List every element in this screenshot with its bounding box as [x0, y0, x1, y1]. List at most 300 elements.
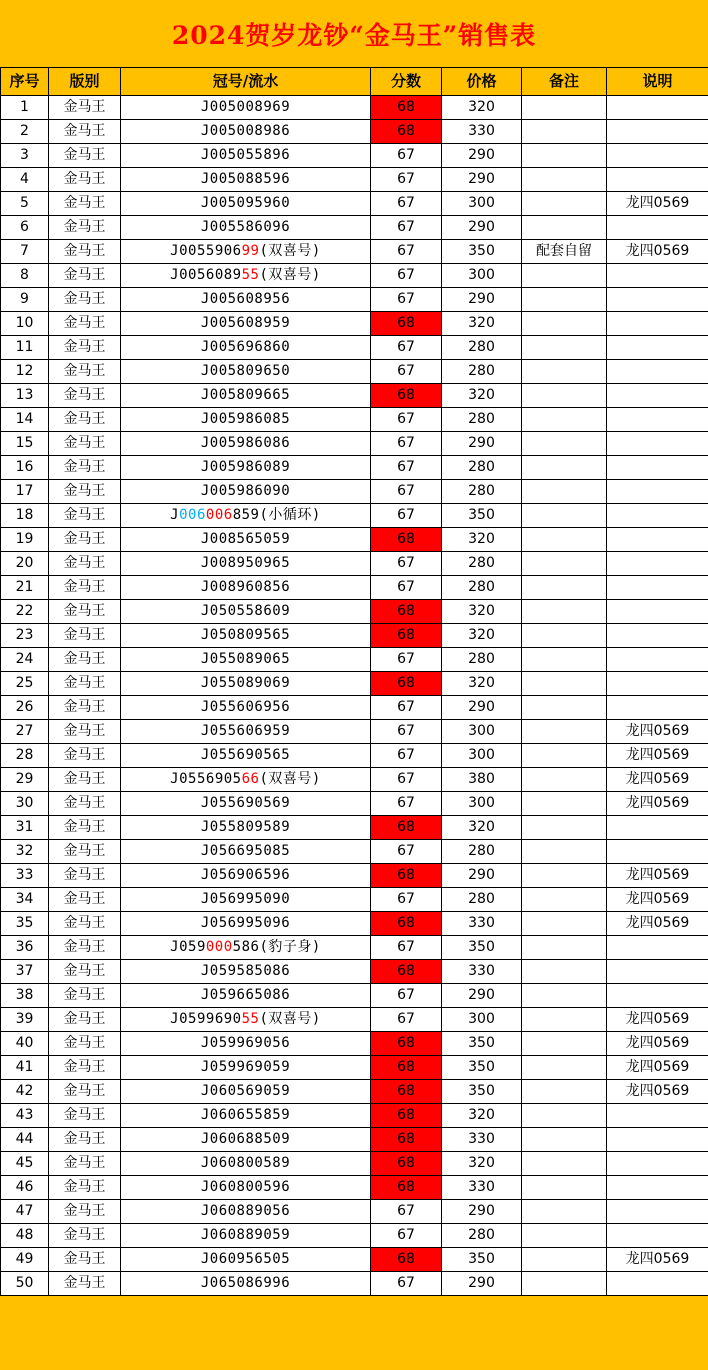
- row-index: 29: [1, 768, 49, 792]
- row-index: 47: [1, 1200, 49, 1224]
- row-price: 350: [442, 936, 522, 960]
- row-score: 67: [371, 1224, 442, 1248]
- row-index: 10: [1, 312, 49, 336]
- row-remark: [607, 1200, 708, 1224]
- serial-segment: J005809665: [200, 387, 291, 403]
- serial-segment: J059665086: [200, 987, 291, 1003]
- row-index: 26: [1, 696, 49, 720]
- row-edition: 金马王: [49, 336, 121, 360]
- row-index: 6: [1, 216, 49, 240]
- row-note: [522, 1200, 607, 1224]
- row-remark: 龙四0569: [607, 912, 708, 936]
- table-row: [1, 936, 708, 960]
- row-serial: [121, 816, 371, 840]
- row-score: 67: [371, 888, 442, 912]
- serial-segment: J060956505: [200, 1251, 291, 1267]
- row-note: [522, 1080, 607, 1104]
- row-score: 67: [371, 840, 442, 864]
- row-edition: 金马王: [49, 816, 121, 840]
- row-edition: 金马王: [49, 696, 121, 720]
- serial-segment: J005986090: [200, 483, 291, 499]
- row-remark: 龙四0569: [607, 1032, 708, 1056]
- row-price: 320: [442, 816, 522, 840]
- row-score: 67: [371, 648, 442, 672]
- row-index: 14: [1, 408, 49, 432]
- serial-segment: J005608956: [200, 291, 291, 307]
- serial-segment: J060688509: [200, 1131, 291, 1147]
- table-row: [1, 336, 708, 360]
- row-note: [522, 1128, 607, 1152]
- serial-segment: 006: [179, 507, 206, 523]
- row-remark: [607, 1128, 708, 1152]
- row-serial: [121, 552, 371, 576]
- table-row: [1, 672, 708, 696]
- row-serial: [121, 600, 371, 624]
- serial-segment: J005055896: [200, 147, 291, 163]
- header-note: 备注: [522, 68, 607, 96]
- row-price: 330: [442, 120, 522, 144]
- row-index: 22: [1, 600, 49, 624]
- row-note: [522, 984, 607, 1008]
- row-note: [522, 96, 607, 120]
- row-edition: 金马王: [49, 936, 121, 960]
- row-score: 67: [371, 936, 442, 960]
- serial-segment: J005986089: [200, 459, 291, 475]
- table-row: [1, 312, 708, 336]
- row-serial: [121, 1176, 371, 1200]
- row-serial: [121, 312, 371, 336]
- row-index: 23: [1, 624, 49, 648]
- row-score: 67: [371, 456, 442, 480]
- row-price: 280: [442, 456, 522, 480]
- row-edition: 金马王: [49, 1128, 121, 1152]
- title-bar: [0, 0, 708, 68]
- serial-segment: J0556905: [170, 771, 242, 787]
- row-index: 18: [1, 504, 49, 528]
- row-index: 3: [1, 144, 49, 168]
- table-row: [1, 456, 708, 480]
- table-row: [1, 648, 708, 672]
- row-note: [522, 768, 607, 792]
- table-row: [1, 792, 708, 816]
- header-index: 序号: [1, 68, 49, 96]
- serial-segment: J059969059: [200, 1059, 291, 1075]
- row-note: 配套自留: [522, 240, 607, 264]
- serial-segment: 000: [205, 939, 233, 955]
- row-score: 67: [371, 432, 442, 456]
- row-remark: [607, 528, 708, 552]
- row-score: 68: [371, 672, 442, 696]
- row-serial: [121, 432, 371, 456]
- row-index: 38: [1, 984, 49, 1008]
- serial-segment: (双喜号): [259, 267, 321, 283]
- serial-segment: (双喜号): [259, 1011, 321, 1027]
- table-row: [1, 144, 708, 168]
- row-score: 68: [371, 912, 442, 936]
- row-edition: 金马王: [49, 1200, 121, 1224]
- row-note: [522, 1272, 607, 1296]
- row-price: 290: [442, 432, 522, 456]
- row-serial: [121, 984, 371, 1008]
- row-serial: [121, 1056, 371, 1080]
- row-remark: 龙四0569: [607, 888, 708, 912]
- row-price: 350: [442, 1080, 522, 1104]
- row-score: 68: [371, 384, 442, 408]
- table-row: [1, 408, 708, 432]
- row-index: 50: [1, 1272, 49, 1296]
- row-remark: [607, 432, 708, 456]
- row-index: 32: [1, 840, 49, 864]
- row-serial: [121, 480, 371, 504]
- row-note: [522, 816, 607, 840]
- table-row: [1, 96, 708, 120]
- table-row: [1, 600, 708, 624]
- row-serial: [121, 336, 371, 360]
- row-remark: 龙四0569: [607, 240, 708, 264]
- row-score: 67: [371, 1008, 442, 1032]
- row-remark: [607, 648, 708, 672]
- row-note: [522, 480, 607, 504]
- row-remark: [607, 1272, 708, 1296]
- table-row: [1, 1032, 708, 1056]
- serial-segment: 66: [241, 771, 260, 787]
- row-index: 21: [1, 576, 49, 600]
- table-row: [1, 1200, 708, 1224]
- table-row: [1, 888, 708, 912]
- row-index: 5: [1, 192, 49, 216]
- serial-segment: J050558609: [200, 603, 291, 619]
- row-remark: 龙四0569: [607, 1008, 708, 1032]
- row-remark: [607, 480, 708, 504]
- row-index: 49: [1, 1248, 49, 1272]
- table-row: [1, 1176, 708, 1200]
- row-serial: [121, 1032, 371, 1056]
- row-serial: [121, 120, 371, 144]
- row-edition: 金马王: [49, 168, 121, 192]
- serial-segment: J0599690: [170, 1011, 242, 1027]
- row-note: [522, 1248, 607, 1272]
- serial-segment: J055809589: [200, 819, 291, 835]
- row-serial: [121, 384, 371, 408]
- row-index: 24: [1, 648, 49, 672]
- table-row: [1, 1248, 708, 1272]
- row-score: 68: [371, 120, 442, 144]
- row-price: 330: [442, 1128, 522, 1152]
- row-index: 44: [1, 1128, 49, 1152]
- row-edition: 金马王: [49, 456, 121, 480]
- row-score: 67: [371, 240, 442, 264]
- table-row: [1, 1080, 708, 1104]
- header-score: 分数: [371, 68, 442, 96]
- row-serial: [121, 288, 371, 312]
- serial-segment: J055606959: [200, 723, 291, 739]
- row-remark: 龙四0569: [607, 768, 708, 792]
- row-remark: [607, 576, 708, 600]
- row-price: 290: [442, 144, 522, 168]
- row-remark: [607, 504, 708, 528]
- row-index: 30: [1, 792, 49, 816]
- serial-segment: J055690569: [200, 795, 291, 811]
- table-row: [1, 744, 708, 768]
- row-price: 350: [442, 504, 522, 528]
- row-price: 290: [442, 1200, 522, 1224]
- row-remark: [607, 960, 708, 984]
- table-row: [1, 480, 708, 504]
- row-edition: 金马王: [49, 408, 121, 432]
- row-score: 68: [371, 1104, 442, 1128]
- row-edition: 金马王: [49, 1248, 121, 1272]
- serial-segment: J008950965: [200, 555, 291, 571]
- row-price: 320: [442, 624, 522, 648]
- row-price: 300: [442, 792, 522, 816]
- row-index: 48: [1, 1224, 49, 1248]
- row-price: 350: [442, 1056, 522, 1080]
- row-score: 67: [371, 336, 442, 360]
- row-edition: 金马王: [49, 288, 121, 312]
- serial-segment: 99: [241, 243, 260, 259]
- row-remark: [607, 384, 708, 408]
- table-row: [1, 1008, 708, 1032]
- row-edition: 金马王: [49, 1272, 121, 1296]
- table-row: [1, 288, 708, 312]
- row-note: [522, 1056, 607, 1080]
- row-index: 9: [1, 288, 49, 312]
- row-score: 67: [371, 720, 442, 744]
- row-serial: [121, 768, 371, 792]
- row-remark: [607, 120, 708, 144]
- row-price: 300: [442, 192, 522, 216]
- table-row: [1, 432, 708, 456]
- row-edition: 金马王: [49, 216, 121, 240]
- row-price: 320: [442, 528, 522, 552]
- row-serial: [121, 1272, 371, 1296]
- table-row: [1, 576, 708, 600]
- serial-segment: J059: [170, 939, 206, 955]
- row-edition: 金马王: [49, 624, 121, 648]
- row-serial: [121, 240, 371, 264]
- serial-segment: J055606956: [200, 699, 291, 715]
- row-note: [522, 336, 607, 360]
- row-note: [522, 288, 607, 312]
- row-serial: [121, 1104, 371, 1128]
- serial-segment: J060800589: [200, 1155, 291, 1171]
- row-score: 68: [371, 96, 442, 120]
- table-row: [1, 1056, 708, 1080]
- row-score: 68: [371, 960, 442, 984]
- row-serial: [121, 864, 371, 888]
- serial-segment: (双喜号): [259, 243, 321, 259]
- serial-segment: J0056089: [170, 267, 242, 283]
- row-edition: 金马王: [49, 1224, 121, 1248]
- row-remark: [607, 336, 708, 360]
- row-note: [522, 408, 607, 432]
- row-note: [522, 960, 607, 984]
- row-note: [522, 1008, 607, 1032]
- serial-segment: J005008969: [200, 99, 291, 115]
- row-remark: 龙四0569: [607, 864, 708, 888]
- row-edition: 金马王: [49, 648, 121, 672]
- row-index: 13: [1, 384, 49, 408]
- row-price: 350: [442, 1032, 522, 1056]
- row-remark: [607, 840, 708, 864]
- row-price: 280: [442, 480, 522, 504]
- header-edition: 版别: [49, 68, 121, 96]
- table-row: [1, 720, 708, 744]
- row-index: 31: [1, 816, 49, 840]
- serial-segment: J060889056: [200, 1203, 291, 1219]
- row-score: 67: [371, 144, 442, 168]
- serial-segment: J055089069: [200, 675, 291, 691]
- row-score: 68: [371, 816, 442, 840]
- row-index: 45: [1, 1152, 49, 1176]
- table-row: [1, 1104, 708, 1128]
- row-index: 41: [1, 1056, 49, 1080]
- row-price: 280: [442, 576, 522, 600]
- row-score: 67: [371, 792, 442, 816]
- row-price: 320: [442, 1152, 522, 1176]
- row-score: 68: [371, 1248, 442, 1272]
- row-edition: 金马王: [49, 192, 121, 216]
- row-remark: 龙四0569: [607, 1056, 708, 1080]
- table-row: [1, 168, 708, 192]
- serial-segment: J005095960: [200, 195, 291, 211]
- row-note: [522, 648, 607, 672]
- row-serial: [121, 792, 371, 816]
- row-index: 16: [1, 456, 49, 480]
- row-edition: 金马王: [49, 912, 121, 936]
- row-edition: 金马王: [49, 576, 121, 600]
- row-edition: 金马王: [49, 888, 121, 912]
- row-serial: [121, 144, 371, 168]
- row-remark: 龙四0569: [607, 1080, 708, 1104]
- row-note: [522, 576, 607, 600]
- row-remark: [607, 1104, 708, 1128]
- row-note: [522, 1032, 607, 1056]
- row-index: 25: [1, 672, 49, 696]
- serial-segment: J005696860: [200, 339, 291, 355]
- row-index: 19: [1, 528, 49, 552]
- table-row: [1, 912, 708, 936]
- serial-segment: 55: [241, 267, 260, 283]
- row-index: 2: [1, 120, 49, 144]
- row-edition: 金马王: [49, 240, 121, 264]
- table-row: [1, 840, 708, 864]
- table-row: [1, 552, 708, 576]
- serial-segment: J005986086: [200, 435, 291, 451]
- row-score: 68: [371, 1080, 442, 1104]
- row-index: 40: [1, 1032, 49, 1056]
- row-index: 7: [1, 240, 49, 264]
- row-note: [522, 696, 607, 720]
- row-edition: 金马王: [49, 504, 121, 528]
- table-row: [1, 816, 708, 840]
- row-serial: [121, 360, 371, 384]
- row-remark: 龙四0569: [607, 792, 708, 816]
- table-row: [1, 360, 708, 384]
- row-remark: 龙四0569: [607, 720, 708, 744]
- row-remark: [607, 144, 708, 168]
- serial-segment: J005986085: [200, 411, 291, 427]
- row-edition: 金马王: [49, 1104, 121, 1128]
- serial-segment: J050809565: [200, 627, 291, 643]
- row-price: 290: [442, 984, 522, 1008]
- row-edition: 金马王: [49, 1008, 121, 1032]
- row-note: [522, 456, 607, 480]
- row-price: 290: [442, 168, 522, 192]
- row-score: 67: [371, 408, 442, 432]
- serial-segment: J: [170, 507, 180, 523]
- row-edition: 金马王: [49, 144, 121, 168]
- row-score: 67: [371, 552, 442, 576]
- table-row: [1, 624, 708, 648]
- row-index: 27: [1, 720, 49, 744]
- row-price: 300: [442, 1008, 522, 1032]
- row-score: 67: [371, 288, 442, 312]
- table-row: [1, 120, 708, 144]
- serial-segment: 55: [241, 1011, 260, 1027]
- row-price: 320: [442, 600, 522, 624]
- row-price: 350: [442, 240, 522, 264]
- table-row: [1, 960, 708, 984]
- row-remark: [607, 696, 708, 720]
- row-price: 330: [442, 912, 522, 936]
- row-note: [522, 264, 607, 288]
- serial-segment: J008565059: [200, 531, 291, 547]
- row-remark: [607, 96, 708, 120]
- row-serial: [121, 1008, 371, 1032]
- table-row: [1, 240, 708, 264]
- row-price: 290: [442, 1272, 522, 1296]
- serial-segment: J055690565: [200, 747, 291, 763]
- row-index: 4: [1, 168, 49, 192]
- row-score: 67: [371, 360, 442, 384]
- row-index: 12: [1, 360, 49, 384]
- row-remark: [607, 312, 708, 336]
- row-price: 320: [442, 312, 522, 336]
- row-edition: 金马王: [49, 120, 121, 144]
- row-serial: [121, 96, 371, 120]
- row-serial: [121, 1128, 371, 1152]
- table-row: [1, 264, 708, 288]
- row-note: [522, 432, 607, 456]
- row-score: 68: [371, 1128, 442, 1152]
- serial-segment: J005586096: [200, 219, 291, 235]
- serial-segment: J060889059: [200, 1227, 291, 1243]
- row-note: [522, 1104, 607, 1128]
- row-edition: 金马王: [49, 384, 121, 408]
- row-edition: 金马王: [49, 360, 121, 384]
- row-price: 320: [442, 1104, 522, 1128]
- row-price: 280: [442, 648, 522, 672]
- serial-segment: J0055906: [170, 243, 242, 259]
- row-score: 68: [371, 600, 442, 624]
- row-serial: [121, 264, 371, 288]
- row-edition: 金马王: [49, 744, 121, 768]
- row-edition: 金马王: [49, 1080, 121, 1104]
- row-index: 15: [1, 432, 49, 456]
- row-note: [522, 936, 607, 960]
- row-note: [522, 1224, 607, 1248]
- serial-segment: (双喜号): [259, 771, 321, 787]
- row-serial: [121, 672, 371, 696]
- serial-segment: J060800596: [200, 1179, 291, 1195]
- row-serial: [121, 576, 371, 600]
- row-score: 67: [371, 984, 442, 1008]
- row-remark: 龙四0569: [607, 192, 708, 216]
- serial-segment: J005008986: [200, 123, 291, 139]
- row-edition: 金马王: [49, 1056, 121, 1080]
- row-price: 330: [442, 960, 522, 984]
